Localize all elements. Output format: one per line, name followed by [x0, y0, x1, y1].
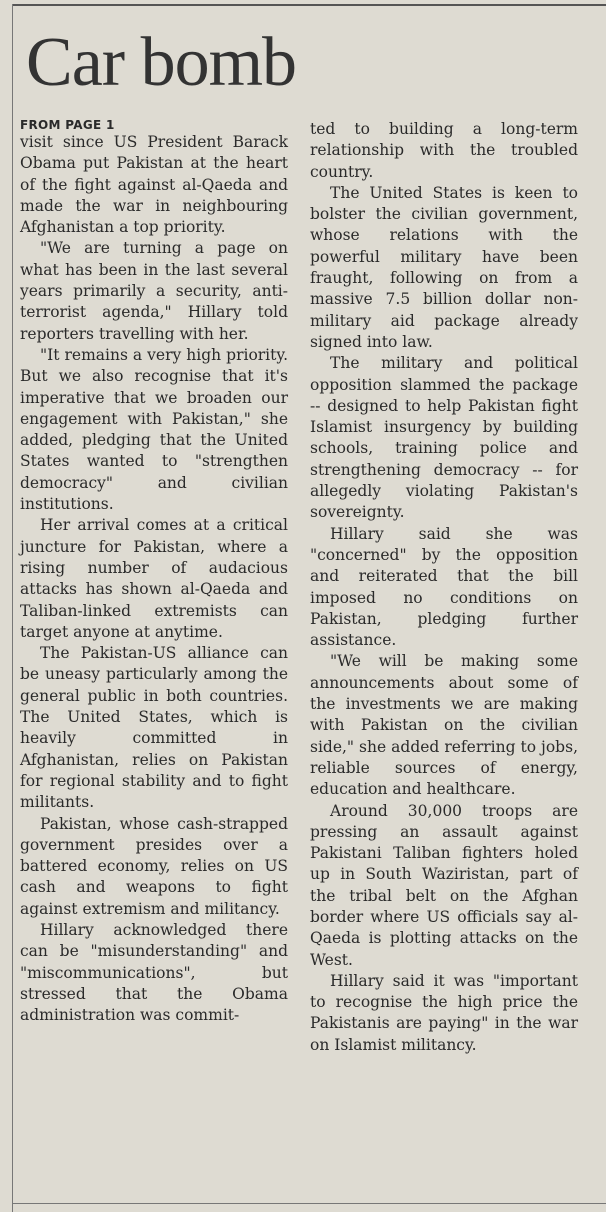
paragraph: "We will be making some announcements about some of the investments we are making with Pakistan on the civilian side," she added referring to jobs, reliable sources of energy, education and healthcare. [310, 652, 578, 799]
paragraph: The military and political opposition slammed the package -- designed to help Pakistan fight Islamist insurgency by building schools, training police and strengthening democracy -- for allegedly violating Pakistan's sovereignty. [310, 354, 578, 522]
kicker: FROM PAGE 1 [20, 118, 115, 132]
paragraph: "It remains a very high priority. But we also recognise that it's imperative that we broaden our engagement with Pakistan," she added, pledging that the United States wanted to "strengthen democracy" and civilian institutions. [20, 345, 288, 514]
paragraph: Hillary acknowledged there can be "misunderstanding" and "miscommunications", but stressed that the Obama administration was commit- [20, 920, 288, 1025]
paragraph: ted to building a long-term relationship with the troubled country. [310, 120, 578, 181]
paragraph: visit since US President Barack Obama put Pakistan at the heart of the fight against al-Qaeda and made the war in neighbouring Afghanistan a top priority. [20, 133, 288, 237]
left-rule [12, 4, 13, 1212]
article-column-right [310, 119, 578, 1056]
top-rule [12, 4, 606, 6]
paragraph: Hillary said she was "concerned" by the opposition and reiterated that the bill imposed no conditions on Pakistan, pledging further assistance. [310, 524, 578, 650]
paragraph: Around 30,000 troops are pressing an assault against Pakistani Taliban fighters holed up in South Waziristan, part of the tribal belt on the Afghan border where US officials say al-Qaeda is plotting attacks on the West. [310, 801, 578, 969]
paragraph: The Pakistan-US alliance can be uneasy particularly among the general public in both countries. The United States, which is heavily committed in Afghanistan, relies on Pakistan for regional stability and to fight militants. [20, 644, 288, 812]
paragraph: Hillary said it was "important to recognise the high price the Pakistanis are paying" in the war on Islamist militancy. [310, 971, 578, 1054]
article-column-left [20, 118, 288, 1026]
paragraph: The United States is keen to bolster the civilian government, whose relations with the powerful military have been fraught, following on from a massive 7.5 billion dollar non-military aid package already signed into law. [310, 183, 578, 351]
paragraph: Her arrival comes at a critical juncture for Pakistan, where a rising number of audacious attacks has shown al-Qaeda and Taliban-linked extremists can target anyone at anytime. [20, 516, 288, 641]
headline: Car bomb [26, 24, 297, 101]
paragraph: Pakistan, whose cash-strapped government presides over a battered economy, relies on US cash and weapons to fight against extremism and militancy. [20, 814, 288, 918]
bottom-rule [12, 1203, 606, 1204]
paragraph: "We are turning a page on what has been in the last several years primarily a security, anti-terrorist agenda," Hillary told reporters travelling with her. [20, 239, 288, 343]
